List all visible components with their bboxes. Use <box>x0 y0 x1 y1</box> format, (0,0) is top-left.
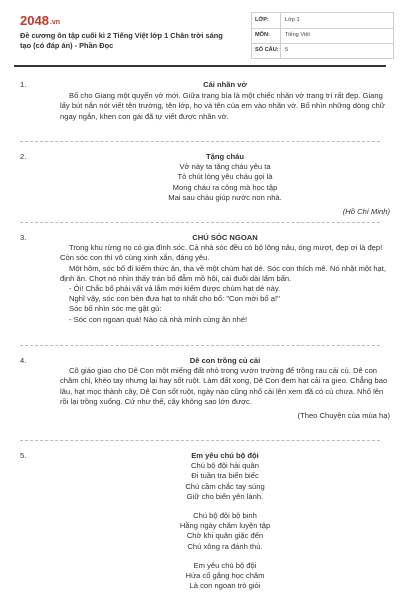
poem-line: Em yêu chú bộ đội <box>193 560 257 570</box>
question-divider <box>20 222 380 223</box>
info-label: SỐ CÂU: <box>255 47 279 53</box>
info-label: MÔN: <box>255 32 270 38</box>
poem-line: Giữ cho biển yên lành. <box>186 491 264 501</box>
paragraph: Trong khu rừng nọ có gia đình sóc. Cả nhà sóc đều có bộ lông nâu, óng mượt, đẹp ơi là đẹp! Còn sóc con thì vô cùng xinh xắn, đáng yêu. <box>60 243 383 263</box>
paragraph: Bố cho Giang một quyển vở mới. Giữa trang bìa là một chiếc nhãn vở trang trí rất đẹp. Giang lấy bút nắn nót viết tên trường, tên lớp, họ và tên của em vào nhãn vở. Bố nhìn những dòng chữ ngay ngắn, khen con gái đã tự viết được nhãn vở. <box>60 91 385 121</box>
info-box <box>251 12 394 59</box>
site-logo[interactable]: 2048.vn <box>20 13 61 28</box>
info-row-count <box>252 43 393 58</box>
poem-line: Hằng ngày chăm luyện tập <box>179 521 271 531</box>
story-source: (Theo Chuyện của mùa hạ) <box>297 411 390 421</box>
poem-line: Chú bộ đội hải quân <box>191 461 259 471</box>
info-value: 5 <box>285 47 289 53</box>
poem <box>60 461 390 591</box>
poem-line: Vở này ta tặng cháu yêu ta <box>179 162 271 172</box>
poem-line: Chú xông ra đánh thù. <box>187 541 263 551</box>
question-number: 4. <box>20 356 27 365</box>
poem-line: Chờ khi quân giặc đến <box>186 531 264 541</box>
poem-line: Tỏ chút lòng yêu cháu gọi là <box>177 172 273 182</box>
question-number: 3. <box>20 233 27 242</box>
info-value: Lớp 1 <box>285 17 300 23</box>
paragraph: Sóc bố nhìn sóc mẹ gật gù: <box>69 304 162 314</box>
poem-line: Đi tuần tra biển biếc <box>191 471 259 481</box>
paragraph: Một hôm, sóc bố đi kiếm thức ăn, tha về một chùm hạt dẻ. Sóc con thích mê. Nó nhặt một hạt, định ăn. Chợt nó nhìn thấy trán bố đẫm mồ hôi, cái đuôi dài lấm bẩn. <box>60 263 387 283</box>
paragraph: - Sóc con ngoan quá! Nào cả nhà mình cùng ăn nhé! <box>69 314 248 324</box>
question-divider <box>20 345 380 346</box>
info-row-class <box>252 13 393 29</box>
question-4 <box>20 356 390 421</box>
question-title: Em yêu chú bộ đội <box>191 451 259 460</box>
question-divider <box>20 440 380 441</box>
question-3 <box>20 233 390 325</box>
question-title: Cái nhãn vở <box>203 80 247 89</box>
question-2 <box>20 152 390 217</box>
poem-line: Là con ngoan trò giỏi <box>189 581 261 591</box>
poem-line: Mai sau cháu giúp nước non nhà. <box>168 192 282 202</box>
paragraph: Cô giáo giao cho Dê Con một miếng đất nhỏ trong vườn trường để trồng rau cải củ. Dê con chăm chỉ, khéo tay nhưng lại hay sốt ruột. Làm đất xong, Dê Con đem hạt cải ra gieo. Chẳng bao lâu, hạt mọc thành cây, Dê Con sốt ruột, ngày nào cũng nhổ cải lên xem đã có củ chưa. Nhổ lên rồi lại trồng xuống. Cứ như thế, cây không sao lớn được. <box>60 366 388 406</box>
question-number: 2. <box>20 152 27 161</box>
poem <box>60 162 390 203</box>
question-title: Tặng cháu <box>206 152 244 161</box>
header-divider <box>14 65 386 67</box>
poem-line: Mong cháu ra công mà học tập <box>172 182 278 192</box>
paragraph: Nghĩ vậy, sóc con bèn đưa hạt to nhất cho bố: "Con mời bố ạ!" <box>69 294 280 304</box>
poem-author: (Hồ Chí Minh) <box>342 207 390 217</box>
question-5 <box>20 451 390 591</box>
poem-line: Chú cầm chắc tay súng <box>185 481 265 491</box>
question-divider <box>20 141 380 142</box>
question-1 <box>20 80 390 122</box>
document-header <box>0 0 400 62</box>
info-row-subject <box>252 28 393 44</box>
document-title: Đề cương ôn tập cuối kì 2 Tiếng Việt lớp 1 Chân trời sáng tạo (có đáp án) - Phần Đọc <box>20 31 223 50</box>
question-number: 5. <box>20 451 27 460</box>
poem-line: Chú bộ đội bộ binh <box>193 511 257 521</box>
info-label: LỚP: <box>255 17 269 23</box>
info-value: Tiếng Việt <box>285 32 310 38</box>
question-number: 1. <box>20 80 27 89</box>
question-title: CHÚ SÓC NGOAN <box>192 233 258 242</box>
poem-line: Hứa cố gắng học chăm <box>185 571 265 581</box>
question-title: Dê con trồng củ cải <box>189 356 261 365</box>
paragraph: - Ôi! Chắc bố phải vất vả lắm mới kiếm được chùm hạt dẻ này. <box>69 284 281 294</box>
